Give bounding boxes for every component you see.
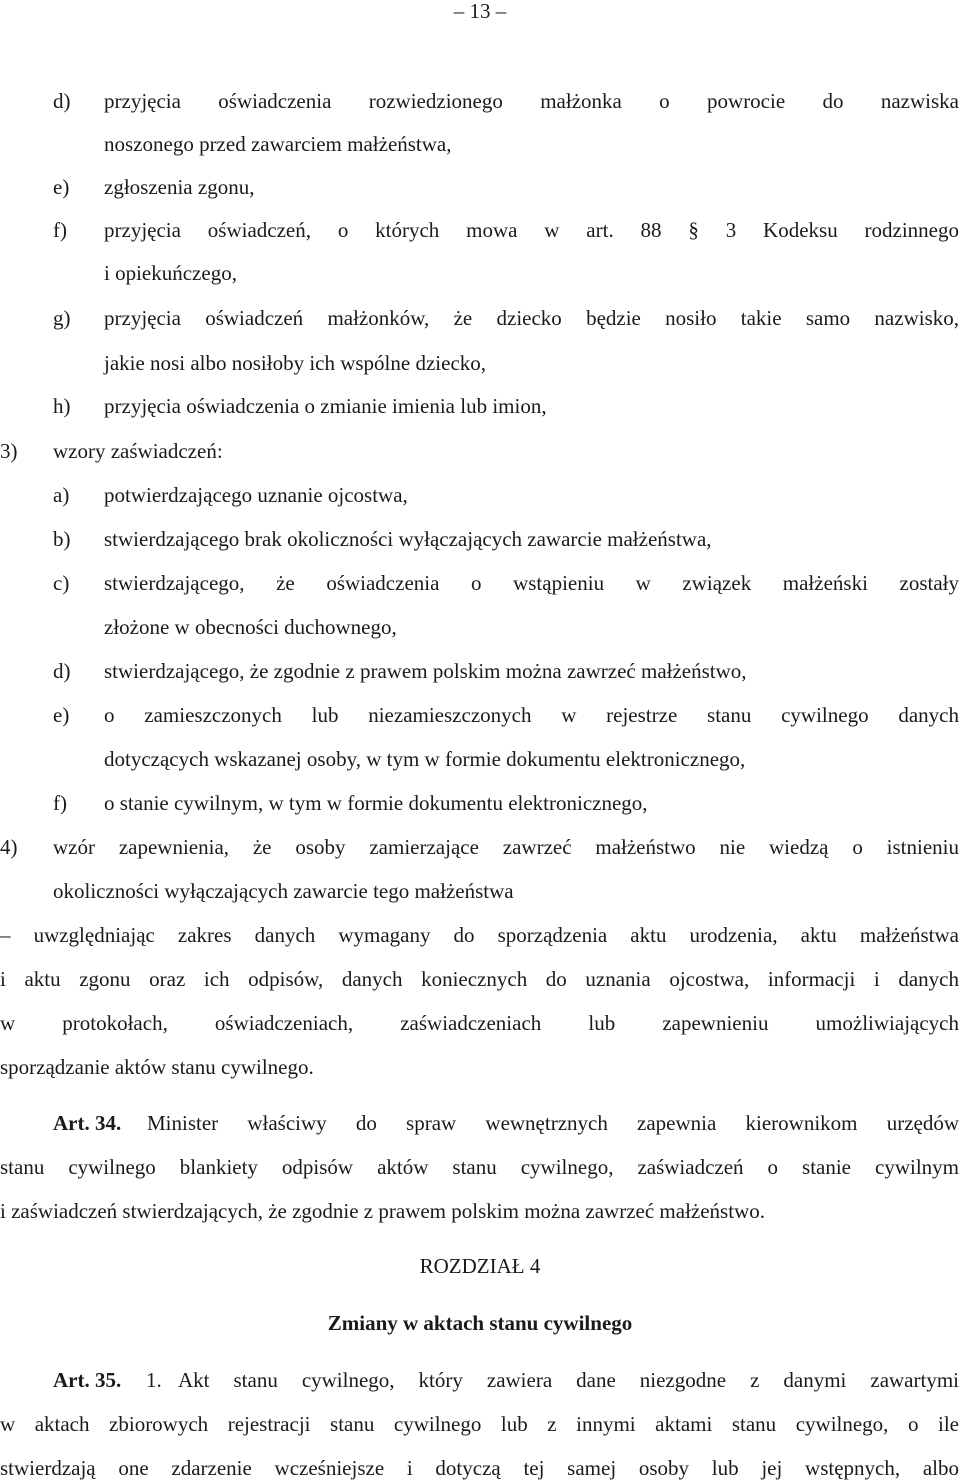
- item-label: g): [53, 306, 71, 330]
- point-text: okoliczności wyłączających zawarcie tego małżeństwa: [53, 879, 514, 903]
- item-text: zgłoszenia zgonu,: [104, 175, 255, 199]
- paragraph-line: sporządzanie aktów stanu cywilnego.: [0, 1055, 314, 1079]
- paragraph-line: stwierdzają one zdarzenie wcześniejsze i dotyczą tej samej osoby lub jej wstępnych, albo: [0, 1456, 959, 1480]
- item-text: dotyczących wskazanej osoby, w tym w formie dokumentu elektronicznego,: [104, 747, 746, 771]
- item-text: noszonego przed zawarciem małżeństwa,: [104, 132, 452, 156]
- item-text: stwierdzającego, że zgodnie z prawem polskim można zawrzeć małżeństwo,: [104, 659, 747, 683]
- item-text: o stanie cywilnym, w tym w formie dokumentu elektronicznego,: [104, 791, 648, 815]
- paragraph-line: i aktu zgonu oraz ich odpisów, danych koniecznych do uznania ojcostwa, informacji i danych: [0, 967, 959, 991]
- article-heading: Art. 35.: [53, 1368, 122, 1392]
- point-text: wzory zaświadczeń:: [53, 439, 223, 463]
- item-text: potwierdzającego uznanie ojcostwa,: [104, 483, 408, 507]
- item-text: stwierdzającego, że oświadczenia o wstąpieniu w związek małżeński zostały: [104, 571, 959, 595]
- item-label: e): [53, 703, 70, 727]
- item-text: przyjęcia oświadczeń, o których mowa w art. 88 § 3 Kodeksu rodzinnego: [104, 218, 959, 242]
- point-label: 3): [0, 439, 18, 463]
- paragraph-line: i zaświadczeń stwierdzających, że zgodnie z prawem polskim można zawrzeć małżeństwo.: [0, 1199, 765, 1223]
- paragraph-line: w protokołach, oświadczeniach, zaświadczeniach lub zapewnieniu umożliwiających: [0, 1011, 959, 1035]
- item-text: przyjęcia oświadczenia o zmianie imienia lub imion,: [104, 394, 547, 418]
- paragraph-number: 1.: [146, 1368, 162, 1392]
- paragraph-line: Akt stanu cywilnego, który zawiera dane niezgodne z danymi zawartymi: [178, 1368, 959, 1392]
- page-number: – 13 –: [453, 0, 507, 23]
- item-label: a): [53, 483, 70, 507]
- article-heading: Art. 34.: [53, 1111, 122, 1135]
- item-label: d): [53, 89, 71, 113]
- point-label: 4): [0, 835, 18, 859]
- item-text: złożone w obecności duchownego,: [104, 615, 397, 639]
- item-text: przyjęcia oświadczenia rozwiedzionego małżonka o powrocie do nazwiska: [104, 89, 959, 113]
- chapter-number: ROZDZIAŁ 4: [419, 1254, 541, 1278]
- item-label: d): [53, 659, 71, 683]
- item-text: o zamieszczonych lub niezamieszczonych w rejestrze stanu cywilnego danych: [104, 703, 959, 727]
- item-label: f): [53, 791, 67, 815]
- item-text: i opiekuńczego,: [104, 261, 237, 285]
- point-text: wzór zapewnienia, że osoby zamierzające zawrzeć małżeństwo nie wiedzą o istnieniu: [53, 835, 959, 859]
- item-label: e): [53, 175, 70, 199]
- item-text: jakie nosi albo nosiłoby ich wspólne dziecko,: [104, 351, 487, 375]
- item-label: b): [53, 527, 71, 551]
- paragraph-line: stanu cywilnego blankiety odpisów aktów stanu cywilnego, zaświadczeń o stanie cywilnym: [0, 1155, 959, 1179]
- paragraph-line: Minister właściwy do spraw wewnętrznych zapewnia kierownikom urzędów: [147, 1111, 959, 1135]
- paragraph-line: – uwzględniając zakres danych wymagany do sporządzenia aktu urodzenia, aktu małżeństwa: [0, 923, 959, 947]
- item-label: h): [53, 394, 71, 418]
- chapter-title: Zmiany w aktach stanu cywilnego: [327, 1311, 633, 1335]
- item-label: f): [53, 218, 67, 242]
- item-label: c): [53, 571, 70, 595]
- item-text: stwierdzającego brak okoliczności wyłączających zawarcie małżeństwa,: [104, 527, 712, 551]
- paragraph-line: w aktach zbiorowych rejestracji stanu cywilnego lub z innymi aktami stanu cywilnego, o ile: [0, 1412, 959, 1436]
- item-text: przyjęcia oświadczeń małżonków, że dziecko będzie nosiło takie samo nazwisko,: [104, 306, 959, 330]
